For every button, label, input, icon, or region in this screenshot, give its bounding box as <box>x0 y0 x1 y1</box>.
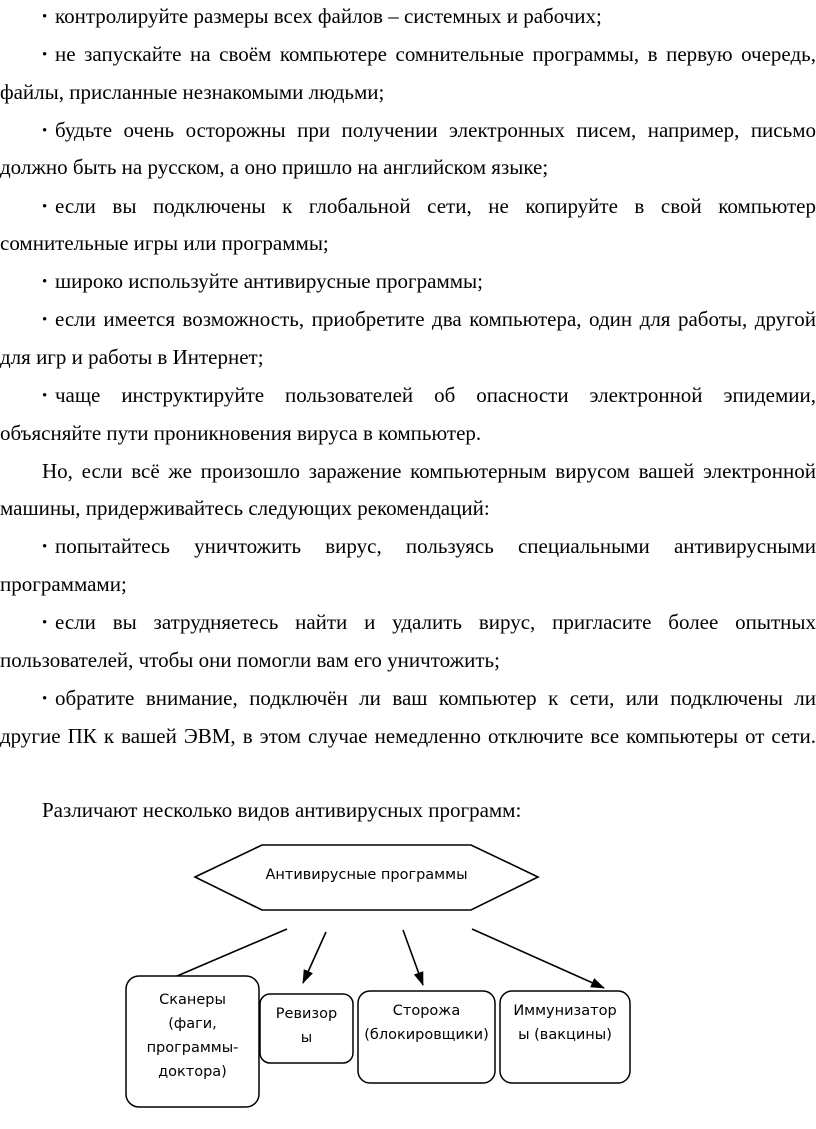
arrow-to-auditors <box>303 932 326 983</box>
bullet-icon: • <box>42 312 48 328</box>
bullet-icon: • <box>42 274 48 290</box>
bullet-icon: • <box>42 47 48 63</box>
bullet-continuation: объясняйте пути проникновения вируса в компьютер. <box>0 421 482 445</box>
bullet-icon: • <box>42 615 48 631</box>
bullet-icon: • <box>42 199 48 215</box>
bullet-icon: • <box>42 9 48 25</box>
bullet-item: • не запускайте на своём компьютере сомнительные программы, в первую очередь, <box>42 42 816 66</box>
bullet-continuation: программами; <box>0 572 127 596</box>
bullet-icon: • <box>42 691 48 707</box>
arrow-to-immunizers <box>472 929 604 988</box>
bullet-icon: • <box>42 123 48 139</box>
intro-text: Различают несколько видов антивирусных программ: <box>42 798 522 822</box>
paragraph-continuation: машины, придерживайтесь следующих рекомендаций: <box>0 496 490 520</box>
bullet-item: • если вы затрудняетесь найти и удалить вирус, пригласите более опытных <box>42 610 816 634</box>
bullet-item: • будьте очень осторожны при получении электронных писем, например, письмо <box>42 118 816 142</box>
bullet-continuation: должно быть на русском, а оно пришло на английском языке; <box>0 155 549 179</box>
box-auditors-label: Ревизор ы <box>275 1006 338 1046</box>
bullet-item: • если вы подключены к глобальной сети, не копируйте в свой компьютер <box>42 194 816 218</box>
bullet-item: • обратите внимание, подключён ли ваш компьютер к сети, или подключены ли <box>42 686 816 710</box>
bullet-item: • широко используйте антивирусные программы; <box>42 269 483 293</box>
box-watchers-label: Сторожа (блокировщики) <box>364 1003 489 1043</box>
bullet-item: • чаще инструктируйте пользователей об опасности электронной эпидемии, <box>42 383 816 407</box>
bullet-continuation: сомнительные игры или программы; <box>0 231 329 255</box>
paragraph: Но, если всё же произошло заражение компьютерным вирусом вашей электронной <box>42 459 816 483</box>
bullet-continuation: другие ПК к вашей ЭВМ, в этом случае немедленно отключите все компьютеры от сети. <box>0 724 816 748</box>
bullet-item: • если имеется возможность, приобретите два компьютера, один для работы, другой <box>42 307 816 331</box>
bullet-continuation: файлы, присланные незнакомыми людьми; <box>0 80 385 104</box>
bullet-icon: • <box>42 539 48 555</box>
arrow-to-watchers <box>403 930 423 985</box>
box-scanners-label: Сканеры (фаги, программы- доктора) <box>146 992 239 1080</box>
bullet-continuation: для игр и работы в Интернет; <box>0 345 264 369</box>
box-immunizers-label: Иммунизатор ы (вакцины) <box>513 1003 617 1043</box>
bullet-continuation: пользователей, чтобы они помогли вам его уничтожить; <box>0 648 500 672</box>
bullet-icon: • <box>42 388 48 404</box>
bullet-item: • попытайтесь уничтожить вирус, пользуясь специальными антивирусными <box>42 534 816 558</box>
root-label: Антивирусные программы <box>265 867 468 883</box>
bullet-item: • контролируйте размеры всех файлов – системных и рабочих; <box>42 4 602 28</box>
